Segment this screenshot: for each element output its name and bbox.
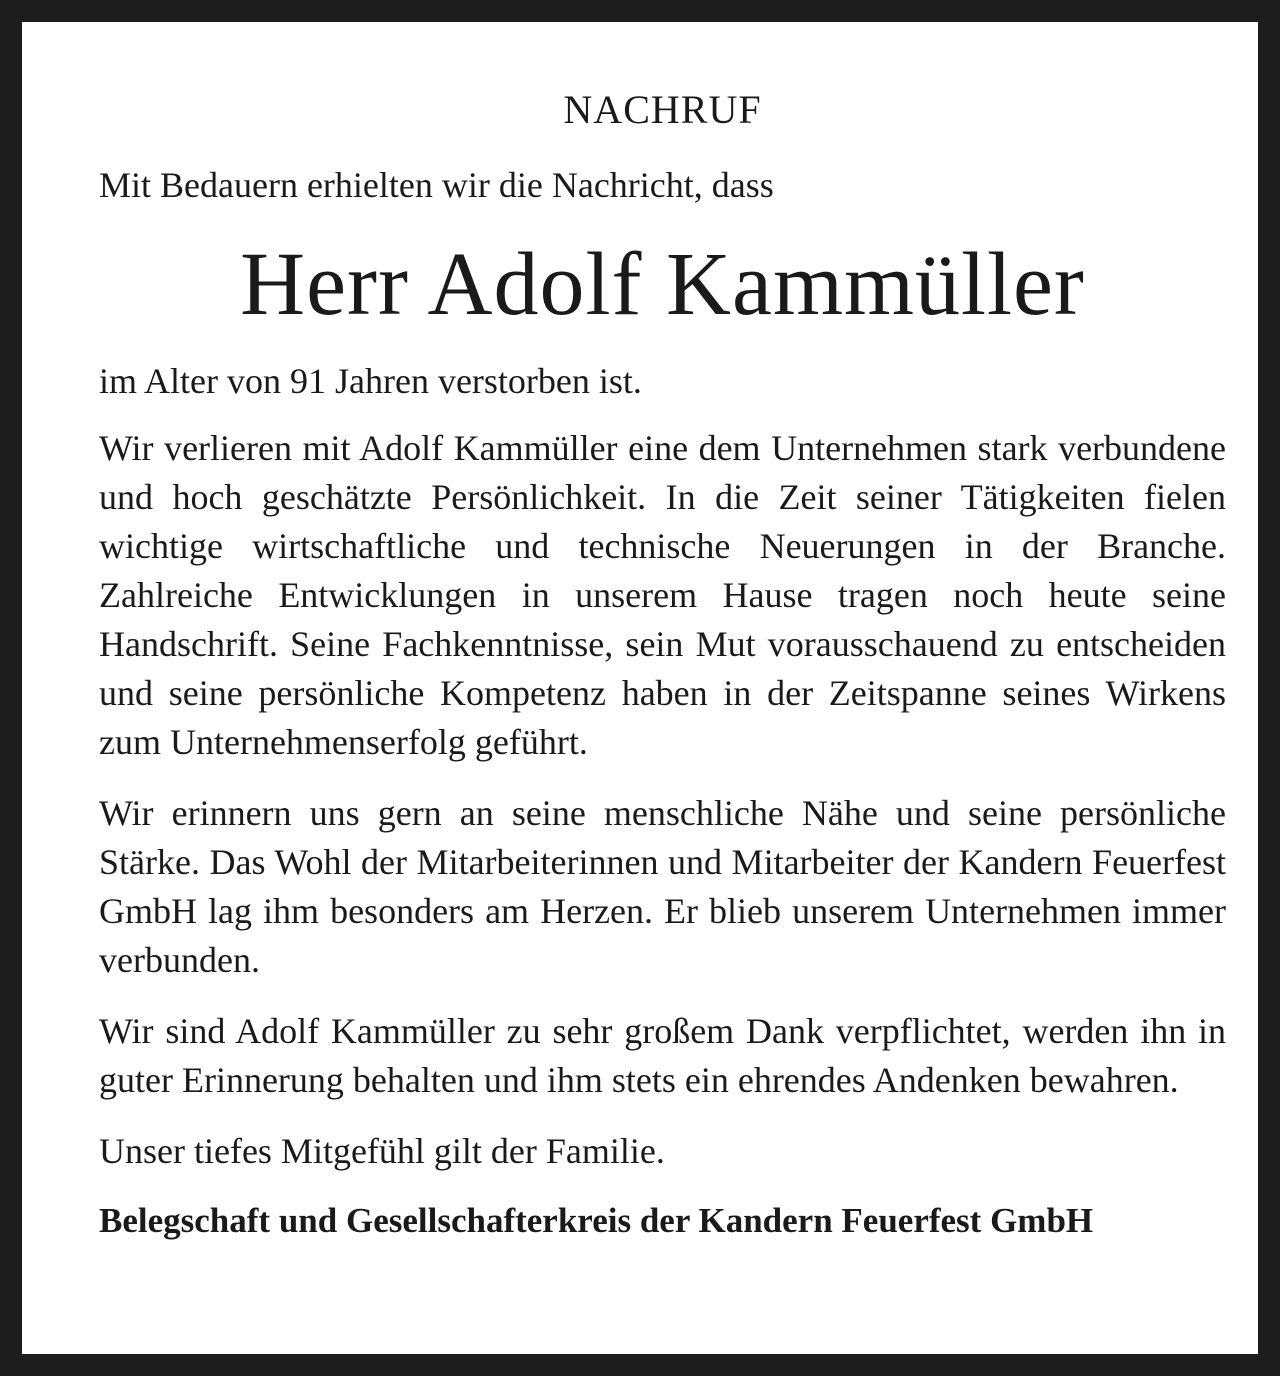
deceased-name: Herr Adolf Kammüller [240, 235, 1085, 334]
paragraph-gratitude: Wir sind Adolf Kammüller zu sehr großem Dank verpflichtet, werden ihn in guter Erinnerung behalten und ihm stets ein ehrendes Andenken bewahren. [99, 1011, 1226, 1100]
paragraph-condolence: Unser tiefes Mitgefühl gilt der Familie. [99, 1131, 665, 1171]
signature-line: Belegschaft und Gesellschafterkreis der Kandern Feuerfest GmbH [99, 1201, 1094, 1240]
obituary-heading: NACHRUF [563, 87, 762, 132]
obituary-content [99, 62, 1226, 1244]
age-line: im Alter von 91 Jahren verstorben ist. [99, 361, 642, 401]
paragraph-legacy: Wir verlieren mit Adolf Kammüller eine dem Unternehmen stark verbundene und hoch geschätzte Persönlichkeit. In die Zeit seiner Tätigkeiten fielen wichtige wirtschaftliche und technische Neuerungen in der Branche. Zahlreiche Entwicklungen in unserem Hause tragen noch heute seine Handschrift. Seine Fachkenntnisse, sein Mut vorausschauend zu entscheiden und seine persönliche Kompetenz haben in der Zeitspanne seines Wirkens zum Unternehmenserfolg geführt. [99, 428, 1226, 762]
paragraph-remembrance: Wir erinnern uns gern an seine menschliche Nähe und seine persönliche Stärke. Das Wohl der Mitarbeiterinnen und Mitarbeiter der Kandern Feuerfest GmbH lag ihm besonders am Herzen. Er blieb unserem Unternehmen immer verbunden. [99, 793, 1226, 980]
intro-line: Mit Bedauern erhielten wir die Nachricht, dass [99, 165, 774, 205]
